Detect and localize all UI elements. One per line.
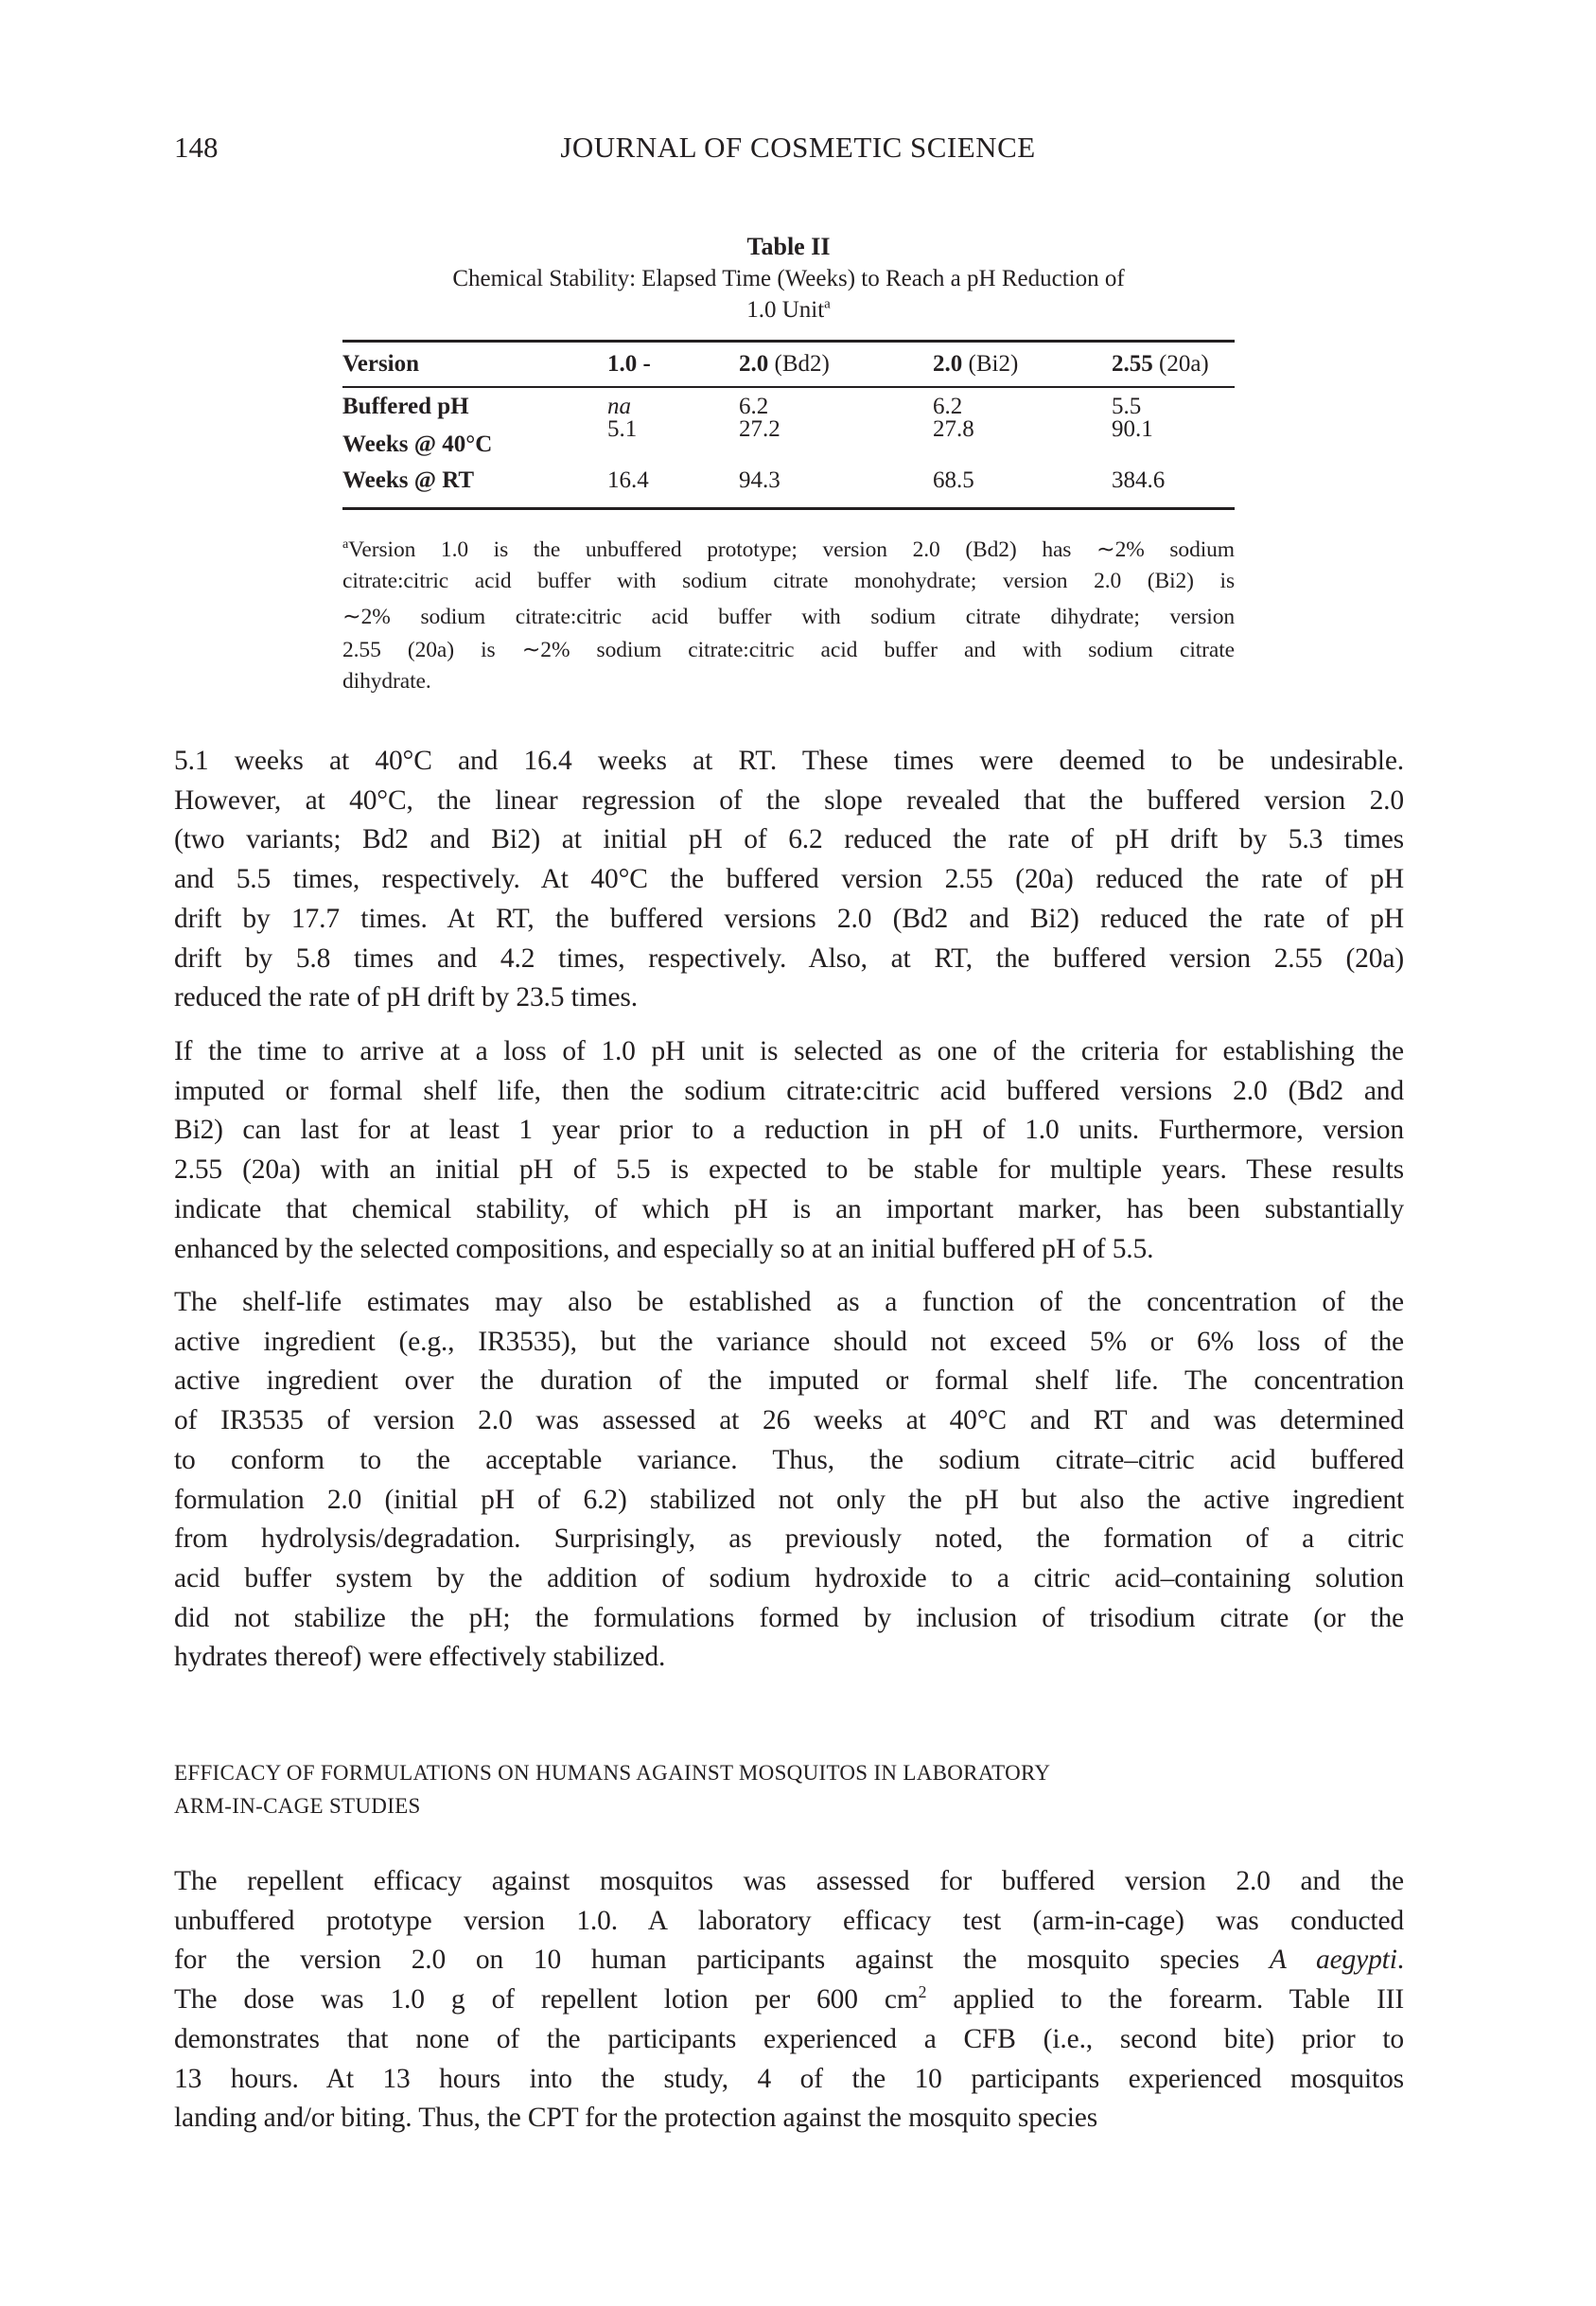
paragraph-line bbox=[174, 1523, 1404, 1555]
paragraph-line bbox=[174, 824, 1404, 855]
table-cell: 68.5 bbox=[933, 467, 974, 493]
page-number: 148 bbox=[174, 131, 219, 164]
paragraph-line bbox=[174, 1234, 1404, 1265]
text-run: indicate that chemical stability, of which pH is an important marker, has been substantially bbox=[174, 1193, 1404, 1224]
column-header bbox=[607, 351, 651, 378]
paragraph-line bbox=[174, 1866, 1404, 1897]
text-run: applied to the forearm. Table III bbox=[926, 1984, 1404, 2016]
text-run: Version 1.0 is the unbuffered prototype; version 2.0 (Bd2) has ∼2% sodium bbox=[348, 537, 1235, 562]
section-heading-line2: ARM-IN-CAGE STUDIES bbox=[174, 1794, 421, 1818]
text-run: If the time to arrive at a loss of 1.0 pH unit is selected as one of the criteria for establishing the bbox=[174, 1036, 1404, 1066]
table-cell: 27.8 bbox=[933, 416, 974, 442]
paragraph-line bbox=[174, 2064, 1404, 2095]
text-run: demonstrates that none of the participants experienced a CFB (i.e., second bite) prior to bbox=[174, 2023, 1404, 2054]
text-run: and 5.5 times, respectively. At 40°C the buffered version 2.55 (20a) reduced the rate of pH bbox=[174, 864, 1404, 895]
paragraph-line bbox=[174, 1984, 1404, 2016]
table-cell: 6.2 bbox=[933, 394, 963, 419]
text-run: of IR3535 of version 2.0 was assessed at 26 weeks at 40°C and RT and was determined bbox=[174, 1405, 1404, 1436]
text-run: 13 hours. At 13 hours into the study, 4 of the 10 participants experienced mosquitos bbox=[174, 2063, 1404, 2094]
footnote-line bbox=[342, 536, 1235, 563]
column-header bbox=[933, 351, 1018, 378]
paragraph-line bbox=[174, 1154, 1404, 1186]
section-heading-line1: EFFICACY OF FORMULATIONS ON HUMANS AGAINST MOSQUITOS IN LABORATORY bbox=[174, 1761, 1051, 1785]
text-run: . bbox=[1396, 1945, 1404, 1976]
table-header-rule bbox=[342, 386, 1235, 388]
text-run: The shelf-life estimates may also be established as a function of the concentration of the bbox=[174, 1287, 1404, 1317]
paragraph-line bbox=[174, 1287, 1404, 1318]
text-run: hydrates thereof) were effectively stabilized. bbox=[174, 1642, 666, 1673]
column-header-main: 1.0 - bbox=[607, 351, 651, 377]
footnote-line bbox=[342, 669, 1235, 695]
table-cell: 384.6 bbox=[1112, 467, 1166, 493]
paragraph-line bbox=[174, 2024, 1404, 2055]
text-run: active ingredient (e.g., IR3535), but the variance should not exceed 5% or 6% loss of the bbox=[174, 1326, 1404, 1357]
column-header-sub: (Bi2) bbox=[962, 351, 1019, 377]
column-header-main: 2.0 bbox=[739, 351, 769, 377]
column-header-main: 2.55 bbox=[1112, 351, 1153, 377]
paragraph-line bbox=[174, 1945, 1404, 1976]
text-run: 2.55 (20a) with an initial pH of 5.5 is expected to be stable for multiple years. These results bbox=[174, 1154, 1404, 1186]
text-run: acid buffer system by the addition of sodium hydroxide to a citric acid–containing solution bbox=[174, 1562, 1404, 1593]
paragraph-line bbox=[174, 1906, 1404, 1937]
table-caption-line1: Chemical Stability: Elapsed Time (Weeks) to Reach a pH Reduction of bbox=[452, 266, 1125, 291]
table-cell: 5.1 bbox=[607, 416, 638, 442]
text-run: did not stabilize the pH; the formulations formed by inclusion of trisodium citrate (or the bbox=[174, 1602, 1404, 1633]
row-label: Buffered pH bbox=[342, 394, 469, 419]
footnote-line bbox=[342, 569, 1235, 594]
table-cell: na bbox=[607, 394, 631, 419]
italic-text: A aegypti bbox=[1269, 1945, 1397, 1976]
paragraph-line bbox=[174, 904, 1404, 935]
text-run: from hydrolysis/degradation. Surprisingly, as previously noted, the formation of a citric bbox=[174, 1523, 1404, 1555]
column-header-sub: (20a) bbox=[1152, 351, 1209, 377]
paragraph-line bbox=[174, 1445, 1404, 1476]
table-cell: 16.4 bbox=[607, 467, 649, 493]
paragraph-line bbox=[174, 982, 1404, 1013]
paragraph-line bbox=[174, 1485, 1404, 1516]
paragraph-line bbox=[174, 1036, 1404, 1067]
paragraph-line bbox=[174, 1563, 1404, 1594]
paragraph-line bbox=[174, 1076, 1404, 1107]
paragraph-line bbox=[174, 1194, 1404, 1225]
paragraph-line bbox=[174, 1642, 1404, 1673]
paragraph-line bbox=[174, 2103, 1404, 2134]
text-run: for the version 2.0 on 10 human participants against the mosquito species bbox=[174, 1945, 1270, 1976]
text-run: to conform to the acceptable variance. Thus, the sodium citrate–citric acid buffered bbox=[174, 1444, 1404, 1475]
text-run: reduced the rate of pH drift by 23.5 times. bbox=[174, 982, 638, 1013]
text-run: Bi2) can last for at least 1 year prior to a reduction in pH of 1.0 units. Furthermore, version bbox=[174, 1115, 1404, 1146]
paragraph-line bbox=[174, 1365, 1404, 1397]
table-cell: 6.2 bbox=[739, 394, 769, 419]
text-run: The repellent efficacy against mosquitos was assessed for buffered version 2.0 and the bbox=[174, 1866, 1404, 1896]
column-header bbox=[1112, 351, 1209, 378]
table-bottom-rule bbox=[342, 507, 1235, 510]
column-header-main: Version bbox=[342, 351, 420, 377]
text-run: citrate:citric acid buffer with sodium citrate monohydrate; version 2.0 (Bi2) is bbox=[342, 569, 1235, 594]
text-run: unbuffered prototype version 1.0. A laboratory efficacy test (arm-in-cage) was conducted bbox=[174, 1905, 1404, 1936]
text-run: formulation 2.0 (initial pH of 6.2) stabilized not only the pH but also the active ingredient bbox=[174, 1484, 1404, 1515]
column-header bbox=[739, 351, 830, 378]
text-run: drift by 17.7 times. At RT, the buffered versions 2.0 (Bd2 and Bi2) reduced the rate of pH bbox=[174, 903, 1404, 934]
text-run: landing and/or biting. Thus, the CPT for the protection against the mosquito species bbox=[174, 2103, 1098, 2134]
table-cell: 27.2 bbox=[739, 416, 780, 442]
text-run: The dose was 1.0 g of repellent lotion per 600 cm bbox=[174, 1984, 919, 2016]
superscript: a bbox=[342, 537, 349, 553]
text-run: drift by 5.8 times and 4.2 times, respectively. Also, at RT, the buffered version 2.55 (20a) bbox=[174, 942, 1404, 974]
paragraph-line bbox=[174, 1405, 1404, 1436]
text-run: 5.1 weeks at 40°C and 16.4 weeks at RT. These times were deemed to be undesirable. bbox=[174, 746, 1404, 776]
text-run: dihydrate. bbox=[342, 669, 431, 695]
paragraph-line bbox=[174, 943, 1404, 975]
text-run: active ingredient over the duration of the imputed or formal shelf life. The concentration bbox=[174, 1365, 1404, 1397]
table-top-rule bbox=[342, 340, 1235, 343]
table-cell: 5.5 bbox=[1112, 394, 1142, 419]
paragraph-line bbox=[174, 1603, 1404, 1634]
superscript: 2 bbox=[918, 1982, 927, 2002]
row-label: Weeks @ 40°C bbox=[342, 431, 493, 457]
running-header: JOURNAL OF COSMETIC SCIENCE bbox=[560, 131, 1036, 164]
column-header-main: 2.0 bbox=[933, 351, 963, 377]
text-run: However, at 40°C, the linear regression of the slope revealed that the buffered version 2.0 bbox=[174, 784, 1404, 816]
paragraph-line bbox=[174, 746, 1404, 777]
text-run: (two variants; Bd2 and Bi2) at initial pH of 6.2 reduced the rate of pH drift by 5.3 times bbox=[174, 824, 1404, 855]
table-cell: 94.3 bbox=[739, 467, 780, 493]
text-run: 2.55 (20a) is ∼2% sodium citrate:citric acid buffer and with sodium citrate bbox=[342, 637, 1235, 662]
caption-text: 1.0 Unit bbox=[746, 297, 825, 323]
footnote-marker: a bbox=[824, 296, 831, 312]
table-title: Table II bbox=[746, 233, 831, 260]
row-label: Weeks @ RT bbox=[342, 467, 475, 493]
paragraph-line bbox=[174, 785, 1404, 817]
text-run: imputed or formal shelf life, then the sodium citrate:citric acid buffered versions 2.0 (Bd2 and bbox=[174, 1075, 1404, 1106]
footnote-line bbox=[342, 603, 1235, 630]
table-cell: 90.1 bbox=[1112, 416, 1153, 442]
column-header bbox=[342, 351, 419, 378]
paragraph-line bbox=[174, 1327, 1404, 1358]
column-header-sub: (Bd2) bbox=[768, 351, 830, 377]
text-run: ∼2% sodium citrate:citric acid buffer with sodium citrate dihydrate; version bbox=[342, 604, 1235, 629]
paragraph-line bbox=[174, 864, 1404, 895]
text-run: enhanced by the selected compositions, and especially so at an initial buffered pH of 5.5. bbox=[174, 1233, 1154, 1264]
paragraph-line bbox=[174, 1115, 1404, 1146]
footnote-line bbox=[342, 636, 1235, 663]
table-caption-line2 bbox=[342, 297, 1235, 324]
